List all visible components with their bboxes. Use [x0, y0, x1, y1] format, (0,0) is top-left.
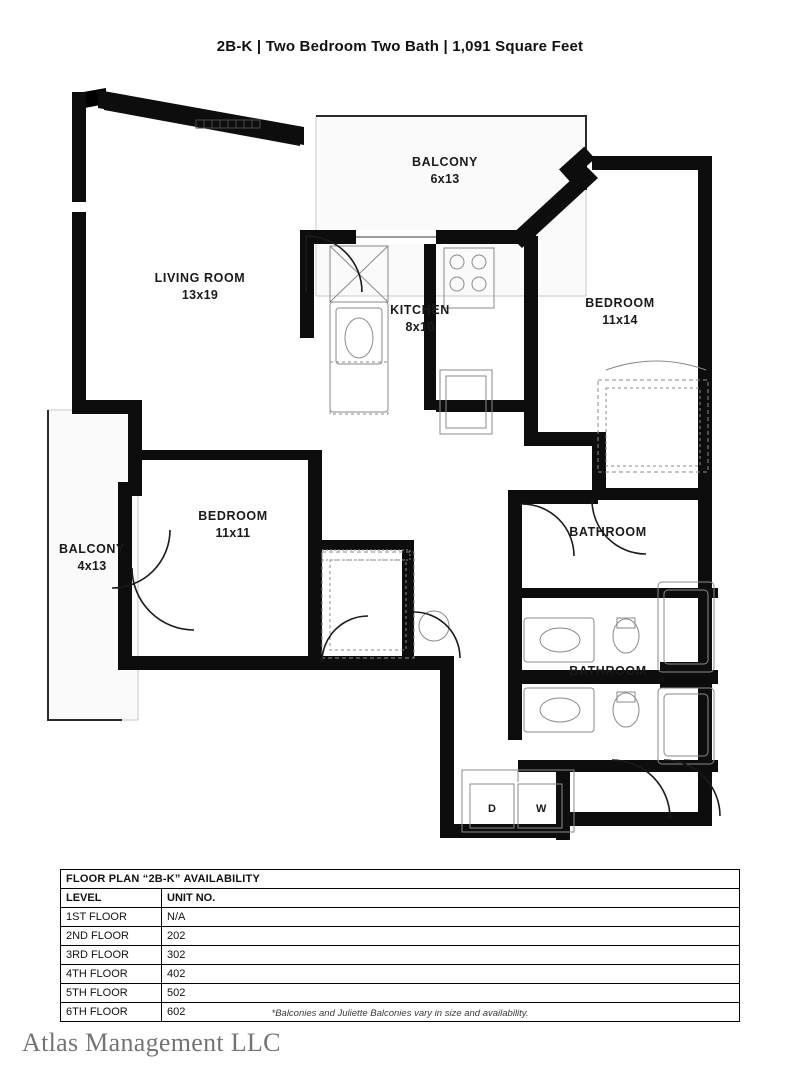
room-label-balcony-left: BALCONY 4x13	[58, 542, 125, 573]
room-label-balcony-top: BALCONY 6x13	[411, 155, 478, 186]
cell-level: 1ST FLOOR	[61, 908, 162, 927]
appliance-label-washer: W	[536, 803, 547, 815]
cell-unit: N/A	[162, 908, 740, 927]
cell-level: 6TH FLOOR	[61, 1003, 162, 1022]
column-header-level: LEVEL	[61, 889, 162, 908]
table-row	[61, 984, 740, 1003]
table-row	[61, 965, 740, 984]
table-header-row	[61, 889, 740, 908]
table-title-row	[61, 870, 740, 889]
floor-plan-drawing	[0, 70, 800, 860]
cell-level: 5TH FLOOR	[61, 984, 162, 1003]
room-label-living-room: LIVING ROOM 13x19	[154, 271, 246, 302]
availability-title: FLOOR PLAN “2B-K” AVAILABILITY	[61, 870, 740, 889]
cell-unit: 202	[162, 927, 740, 946]
room-label-kitchen: KITCHEN 8x10	[390, 303, 450, 334]
availability-table	[60, 869, 740, 1022]
room-label-bedroom-2: BEDROOM 11x11	[198, 509, 268, 540]
plan-geometry	[48, 88, 720, 840]
footnote: *Balconies and Juliette Balconies vary in size and availability.	[271, 1008, 529, 1019]
room-label-bathroom-1: BATHROOM	[569, 525, 647, 539]
cell-unit: 602	[162, 1003, 740, 1022]
cell-level: 4TH FLOOR	[61, 965, 162, 984]
table-row	[61, 908, 740, 927]
appliance-label-dryer: D	[488, 803, 496, 815]
cell-level: 3RD FLOOR	[61, 946, 162, 965]
cell-unit: 502	[162, 984, 740, 1003]
room-label-bedroom-1: BEDROOM 11x14	[585, 296, 655, 327]
cell-unit: 302	[162, 946, 740, 965]
room-label-bathroom-2: BATHROOM	[569, 664, 647, 678]
cell-level: 2ND FLOOR	[61, 927, 162, 946]
table-row	[61, 927, 740, 946]
column-header-unit: UNIT NO.	[162, 889, 740, 908]
watermark: Atlas Management LLC	[22, 1028, 281, 1057]
cell-unit: 402	[162, 965, 740, 984]
table-row	[61, 946, 740, 965]
page-title: 2B-K | Two Bedroom Two Bath | 1,091 Square Feet	[216, 38, 584, 55]
floor-plan-svg	[0, 70, 800, 860]
